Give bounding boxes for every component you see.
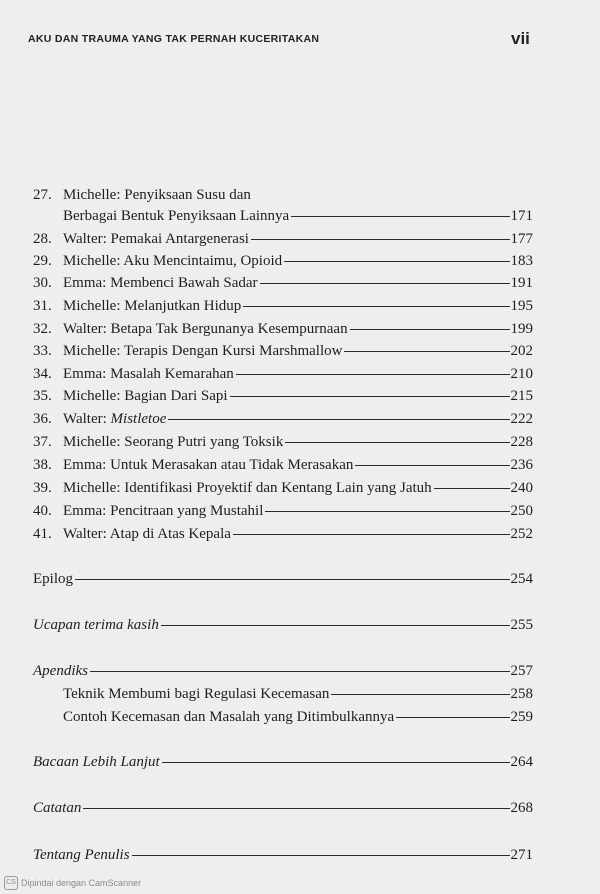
toc-page: 171 (510, 208, 533, 224)
toc-entry-30[interactable] (33, 274, 533, 292)
toc-page: 228 (510, 434, 533, 450)
toc-entry-28[interactable] (33, 230, 533, 248)
toc-page: 259 (510, 709, 533, 725)
toc-number: 30. (33, 275, 52, 291)
toc-title: Michelle: Terapis Dengan Kursi Marshmallow (63, 343, 343, 359)
toc-page: 191 (510, 275, 533, 291)
dot-leader (75, 579, 510, 580)
toc-title-italic: Mistletoe (110, 411, 167, 427)
dot-leader (168, 419, 509, 420)
toc-number: 37. (33, 434, 52, 450)
dot-leader (344, 351, 509, 352)
dot-leader (90, 671, 510, 672)
toc-entry-33[interactable] (33, 342, 533, 360)
toc-title: Epilog (33, 571, 73, 587)
scanner-watermark-text: Dipindai dengan CamScanner (21, 878, 142, 888)
page-number: vii (511, 29, 530, 48)
toc-title: Michelle: Aku Mencintaimu, Opioid (63, 253, 283, 269)
toc-entry-27-line1 (33, 186, 533, 204)
toc-number: 29. (33, 253, 52, 269)
toc-number: 31. (33, 298, 52, 314)
toc-page: 268 (510, 800, 533, 816)
toc-title: Michelle: Identifikasi Proyektif dan Kentang Lain yang Jatuh (63, 480, 432, 496)
toc-number: 35. (33, 388, 52, 404)
toc-title: Teknik Membumi bagi Regulasi Kecemasan (63, 686, 330, 702)
toc-title: Apendiks (33, 663, 88, 679)
dot-leader (161, 625, 510, 626)
toc-entry-38[interactable] (33, 456, 533, 474)
dot-leader (265, 511, 509, 512)
toc-number: 38. (33, 457, 52, 473)
toc-entry-apendiks[interactable] (33, 662, 533, 680)
dot-leader (285, 442, 509, 443)
dot-leader (396, 717, 509, 718)
toc-number: 39. (33, 480, 52, 496)
toc-entry-31[interactable] (33, 297, 533, 315)
toc-title: Emma: Membenci Bawah Sadar (63, 275, 258, 291)
dot-leader (162, 762, 510, 763)
toc-number: 32. (33, 321, 52, 337)
toc-title: Emma: Pencitraan yang Mustahil (63, 503, 264, 519)
toc-page: 252 (510, 526, 533, 542)
toc-number: 41. (33, 526, 52, 542)
dot-leader (434, 488, 510, 489)
scanner-watermark (4, 876, 141, 890)
toc-title: Bacaan Lebih Lanjut (33, 754, 160, 770)
dot-leader (355, 465, 509, 466)
toc-entry-41[interactable] (33, 525, 533, 543)
toc-title: Michelle: Bagian Dari Sapi (63, 388, 228, 404)
dot-leader (284, 261, 509, 262)
toc-title: Emma: Masalah Kemarahan (63, 366, 234, 382)
dot-leader (291, 216, 509, 217)
toc-title: Walter: Pemakai Antargenerasi (63, 231, 249, 247)
toc-page: 254 (510, 571, 533, 587)
dot-leader (132, 855, 510, 856)
toc-entry-tentang-penulis[interactable] (33, 846, 533, 864)
toc-page: 177 (510, 231, 533, 247)
dot-leader (350, 329, 510, 330)
toc-entry-35[interactable] (33, 387, 533, 405)
toc-number: 34. (33, 366, 52, 382)
toc-page: 215 (510, 388, 533, 404)
toc-title: Michelle: Penyiksaan Susu dan (63, 187, 251, 203)
toc-title: Walter: Betapa Tak Bergunanya Kesempurnaan (63, 321, 348, 337)
toc-title: Walter: Atap di Atas Kepala (63, 526, 231, 542)
toc-page: 250 (510, 503, 533, 519)
toc-entry-40[interactable] (33, 502, 533, 520)
toc-page: 222 (510, 411, 533, 427)
dot-leader (243, 306, 509, 307)
toc-number: 27. (33, 187, 52, 203)
toc-entry-32[interactable] (33, 320, 533, 338)
toc-entry-ucapan[interactable] (33, 616, 533, 634)
toc-title: Catatan (33, 800, 82, 816)
toc-page: 271 (510, 847, 533, 863)
toc-entry-epilog[interactable] (33, 570, 533, 588)
dot-leader (331, 694, 509, 695)
toc-entry-39[interactable] (33, 479, 533, 497)
dot-leader (251, 239, 510, 240)
toc-entry-catatan[interactable] (33, 799, 533, 817)
toc-page: 240 (510, 480, 533, 496)
toc-page: 202 (510, 343, 533, 359)
toc-title: Contoh Kecemasan dan Masalah yang Ditimbulkannya (63, 709, 395, 725)
toc-entry-36[interactable] (33, 410, 533, 428)
toc-page: 264 (510, 754, 533, 770)
toc-entry-34[interactable] (33, 365, 533, 383)
toc-page: 210 (510, 366, 533, 382)
toc-number: 33. (33, 343, 52, 359)
toc-page: 199 (510, 321, 533, 337)
toc-number: 36. (33, 411, 52, 427)
toc-title: Berbagai Bentuk Penyiksaan Lainnya (63, 208, 290, 224)
toc-title: Michelle: Melanjutkan Hidup (63, 298, 242, 314)
toc-title: Ucapan terima kasih (33, 617, 159, 633)
dot-leader (83, 808, 509, 809)
toc-title: Emma: Untuk Merasakan atau Tidak Merasakan (63, 457, 354, 473)
toc-page: 257 (510, 663, 533, 679)
toc-page: 236 (510, 457, 533, 473)
camscanner-icon: CS (4, 876, 18, 890)
dot-leader (236, 374, 510, 375)
toc-page: 183 (510, 253, 533, 269)
toc-entry-bacaan[interactable] (33, 753, 533, 771)
toc-page: 255 (510, 617, 533, 633)
toc-title: Michelle: Seorang Putri yang Toksik (63, 434, 284, 450)
toc-page: 258 (510, 686, 533, 702)
toc-entry-29[interactable] (33, 252, 533, 270)
dot-leader (233, 534, 510, 535)
toc-number: 40. (33, 503, 52, 519)
toc-entry-37[interactable] (33, 433, 533, 451)
running-header-title: AKU DAN TRAUMA YANG TAK PERNAH KUCERITAKAN (28, 33, 320, 45)
toc-entry-apendiks-sub-1[interactable] (63, 685, 533, 703)
dot-leader (260, 283, 510, 284)
toc-title: Tentang Penulis (33, 847, 130, 863)
toc-page: 195 (510, 298, 533, 314)
toc-title-prefix: Walter: (63, 411, 111, 427)
toc-number: 28. (33, 231, 52, 247)
toc-entry-apendiks-sub-2[interactable] (63, 708, 533, 726)
dot-leader (230, 396, 510, 397)
toc-entry-27[interactable] (63, 207, 533, 225)
